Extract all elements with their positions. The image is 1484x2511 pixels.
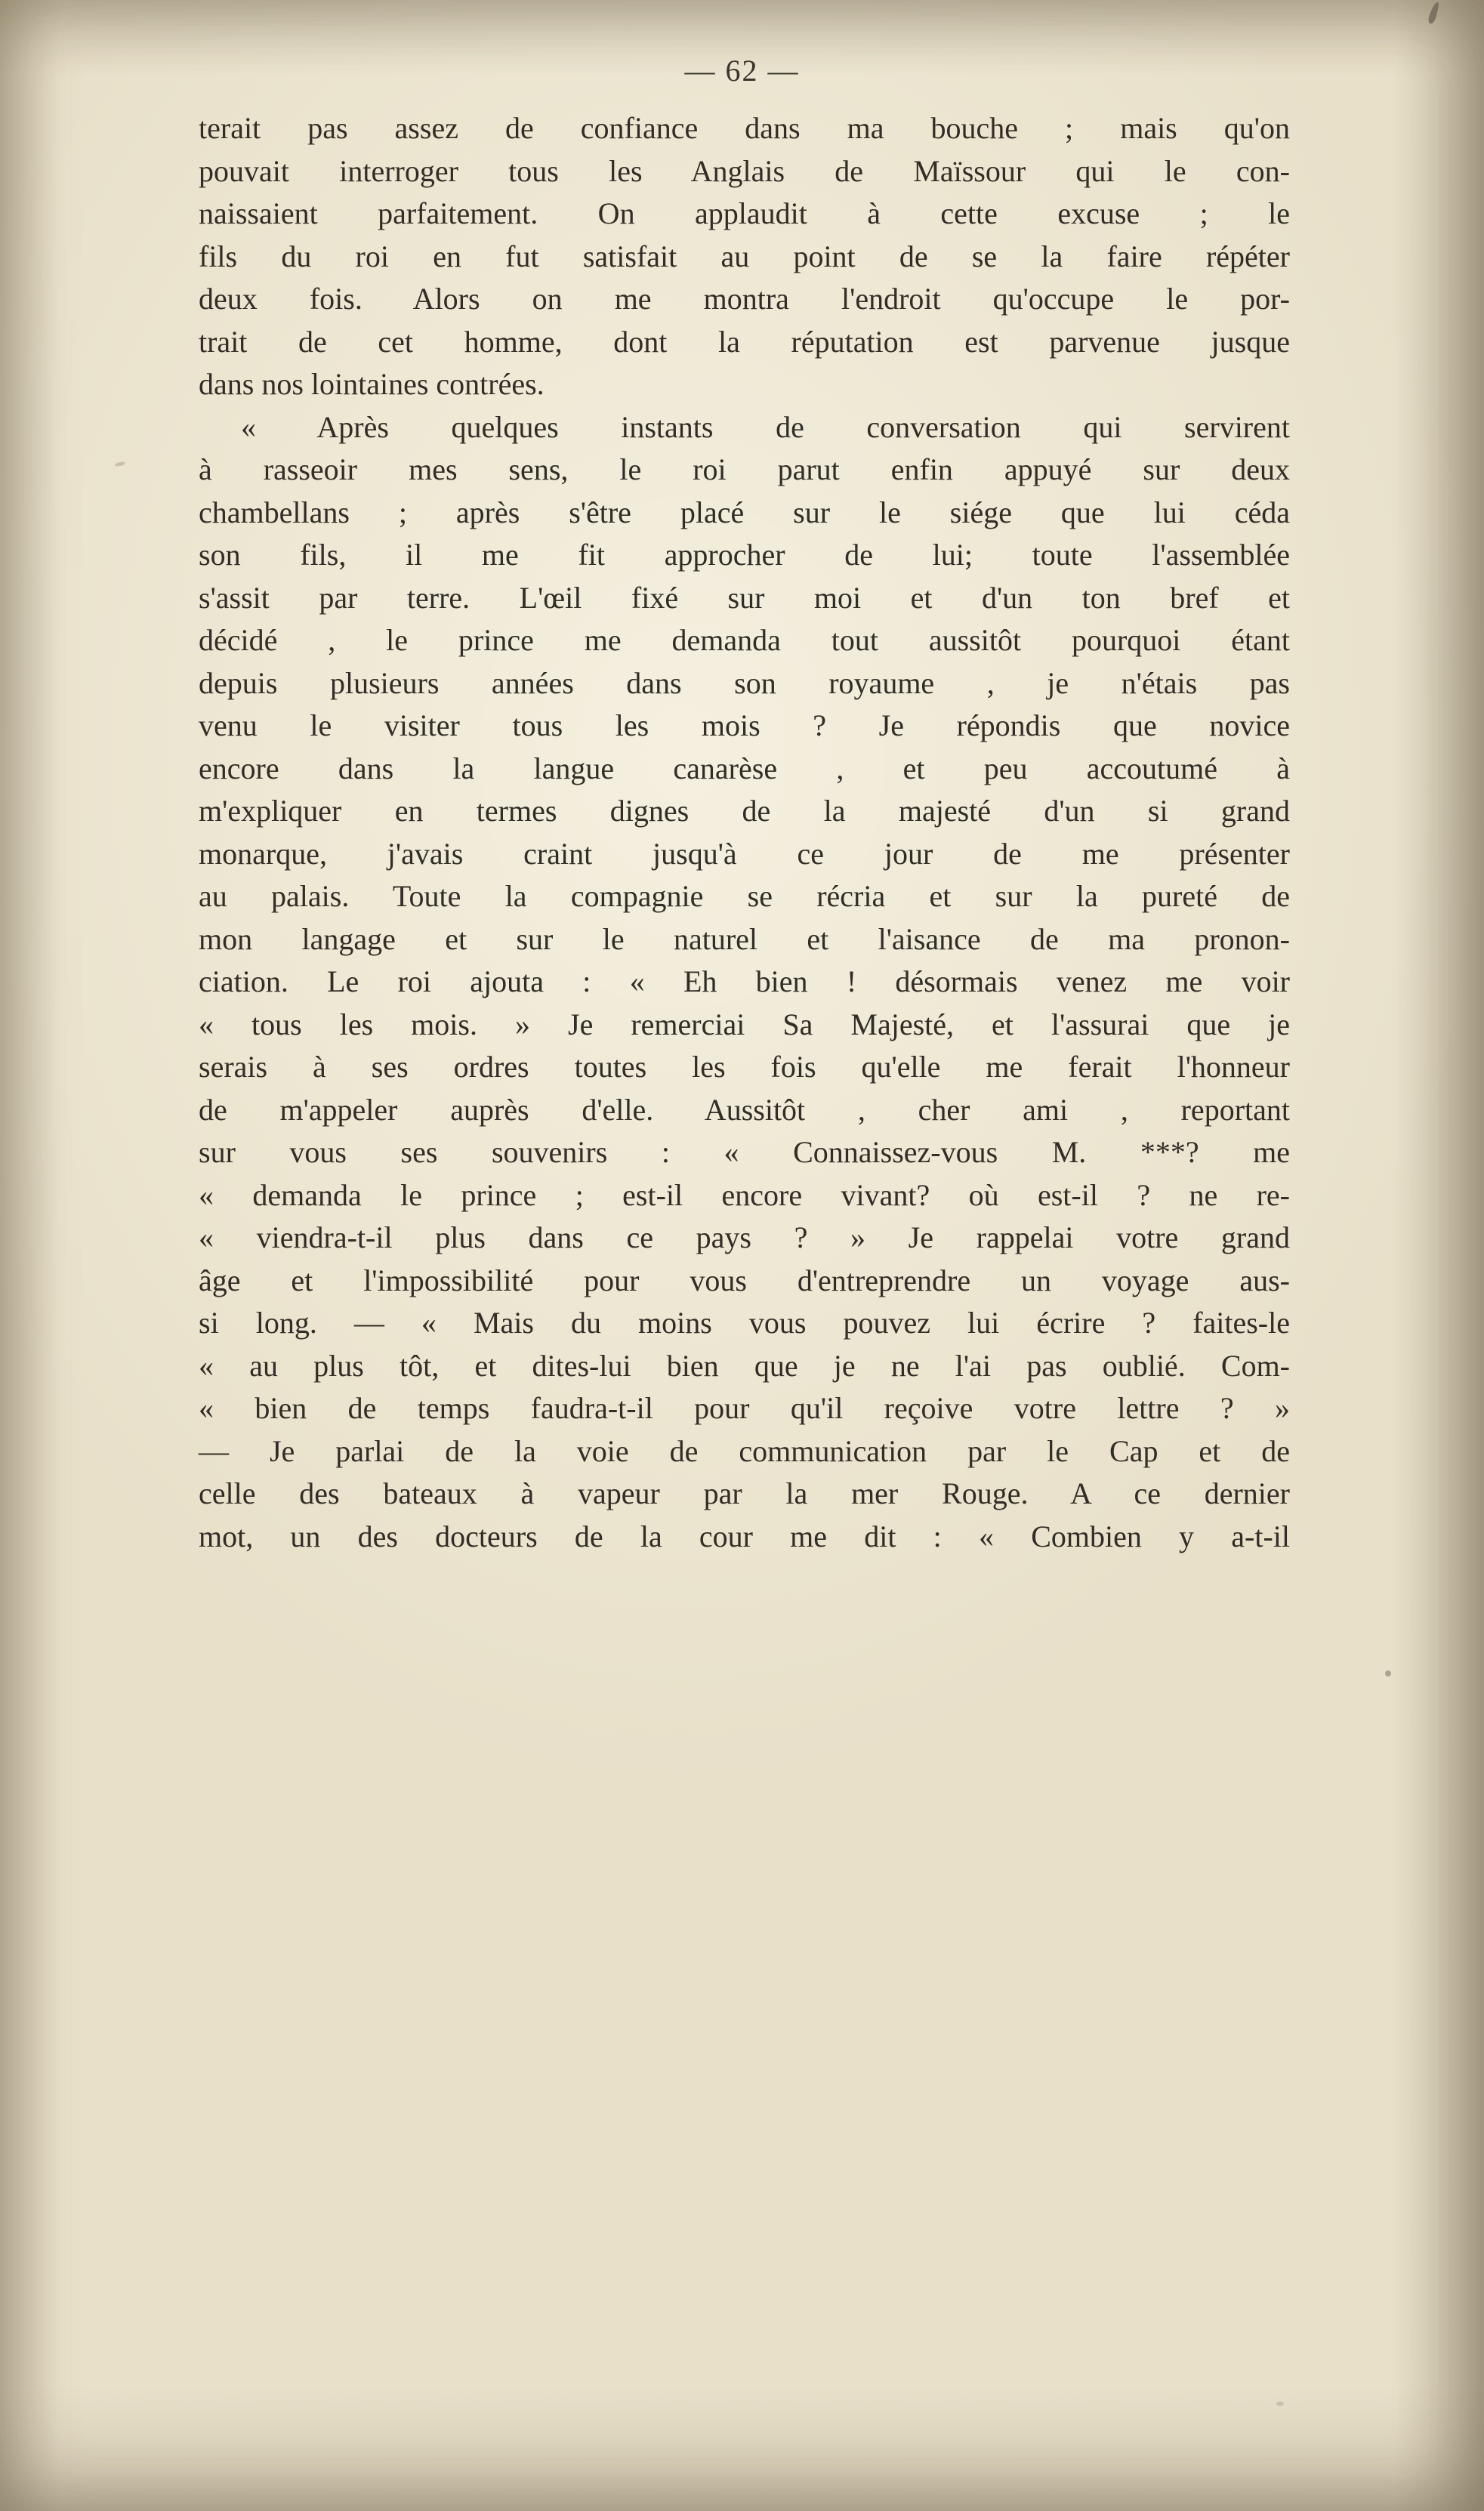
scan-artifact-corner — [1427, 1, 1441, 24]
ink-speck — [115, 461, 126, 467]
body-text — [199, 107, 1290, 1558]
text-line: chambellans ; après s'être placé sur le siége que lui céda — [199, 495, 1290, 529]
ink-speck — [1276, 2401, 1284, 2406]
text-line: pouvait interroger tous les Anglais de Maïssour qui le con- — [199, 153, 1290, 188]
text-line: si long. — « Mais du moins vous pouvez lui écrire ? faites-le — [199, 1306, 1290, 1340]
text-line: « viendra-t-il plus dans ce pays ? » Je rappelai votre grand — [199, 1220, 1290, 1254]
text-line: « bien de temps faudra-t-il pour qu'il reçoive votre lettre ? » — [199, 1391, 1290, 1425]
text-line: — Je parlai de la voie de communication par le Cap et de — [199, 1433, 1290, 1468]
text-line: celle des bateaux à vapeur par la mer Rouge. A ce dernier — [199, 1476, 1290, 1510]
text-line: à rasseoir mes sens, le roi parut enfin appuyé sur deux — [199, 452, 1290, 486]
text-line: depuis plusieurs années dans son royaume , je n'étais pas — [199, 665, 1290, 700]
text-line: mot, un des docteurs de la cour me dit : « Combien y a-t-il — [199, 1519, 1290, 1553]
text-line: trait de cet homme, dont la réputation est parvenue jusque — [199, 324, 1290, 359]
text-line: au palais. Toute la compagnie se récria et sur la pureté de — [199, 879, 1290, 913]
text-line: encore dans la langue canarèse , et peu accoutumé à — [199, 751, 1290, 785]
page-number: — 62 — — [684, 54, 800, 88]
text-line: m'expliquer en termes dignes de la majesté d'un si grand — [199, 794, 1290, 828]
text-line: serais à ses ordres toutes les fois qu'elle me ferait l'honneur — [199, 1050, 1290, 1084]
text-line: venu le visiter tous les mois ? Je répondis que novice — [199, 708, 1290, 742]
text-line: de m'appeler auprès d'elle. Aussitôt , cher ami , reportant — [199, 1092, 1290, 1127]
text-line: ciation. Le roi ajouta : « Eh bien ! désormais venez me voir — [199, 964, 1290, 998]
text-line: sur vous ses souvenirs : « Connaissez-vous M. ***? me — [199, 1135, 1290, 1169]
text-line: « tous les mois. » Je remerciai Sa Majesté, et l'assurai que je — [199, 1007, 1290, 1041]
text-line: décidé , le prince me demanda tout aussitôt pourquoi étant — [199, 623, 1290, 657]
text-line: fils du roi en fut satisfait au point de se la faire répéter — [199, 239, 1290, 273]
text-line: son fils, il me fit approcher de lui; toute l'assemblée — [199, 538, 1290, 572]
text-line: monarque, j'avais craint jusqu'à ce jour de me présenter — [199, 836, 1290, 871]
text-line: mon langage et sur le naturel et l'aisance de ma pronon- — [199, 921, 1290, 956]
text-line: s'assit par terre. L'œil fixé sur moi et d'un ton bref et — [199, 580, 1290, 615]
text-line: deux fois. Alors on me montra l'endroit qu'occupe le por- — [199, 282, 1290, 316]
text-line: dans nos lointaines contrées. — [199, 367, 545, 401]
text-line: terait pas assez de confiance dans ma bouche ; mais qu'on — [199, 111, 1290, 145]
text-line: « demanda le prince ; est-il encore vivant? où est-il ? ne re- — [199, 1177, 1290, 1212]
ink-speck — [1385, 1670, 1391, 1677]
text-line: âge et l'impossibilité pour vous d'entreprendre un voyage aus- — [199, 1263, 1290, 1297]
text-line: « au plus tôt, et dites-lui bien que je ne l'ai pas oublié. Com- — [199, 1348, 1290, 1383]
text-line: naissaient parfaitement. On applaudit à cette excuse ; le — [199, 196, 1290, 230]
text-line: « Après quelques instants de conversation qui servirent — [241, 409, 1290, 444]
